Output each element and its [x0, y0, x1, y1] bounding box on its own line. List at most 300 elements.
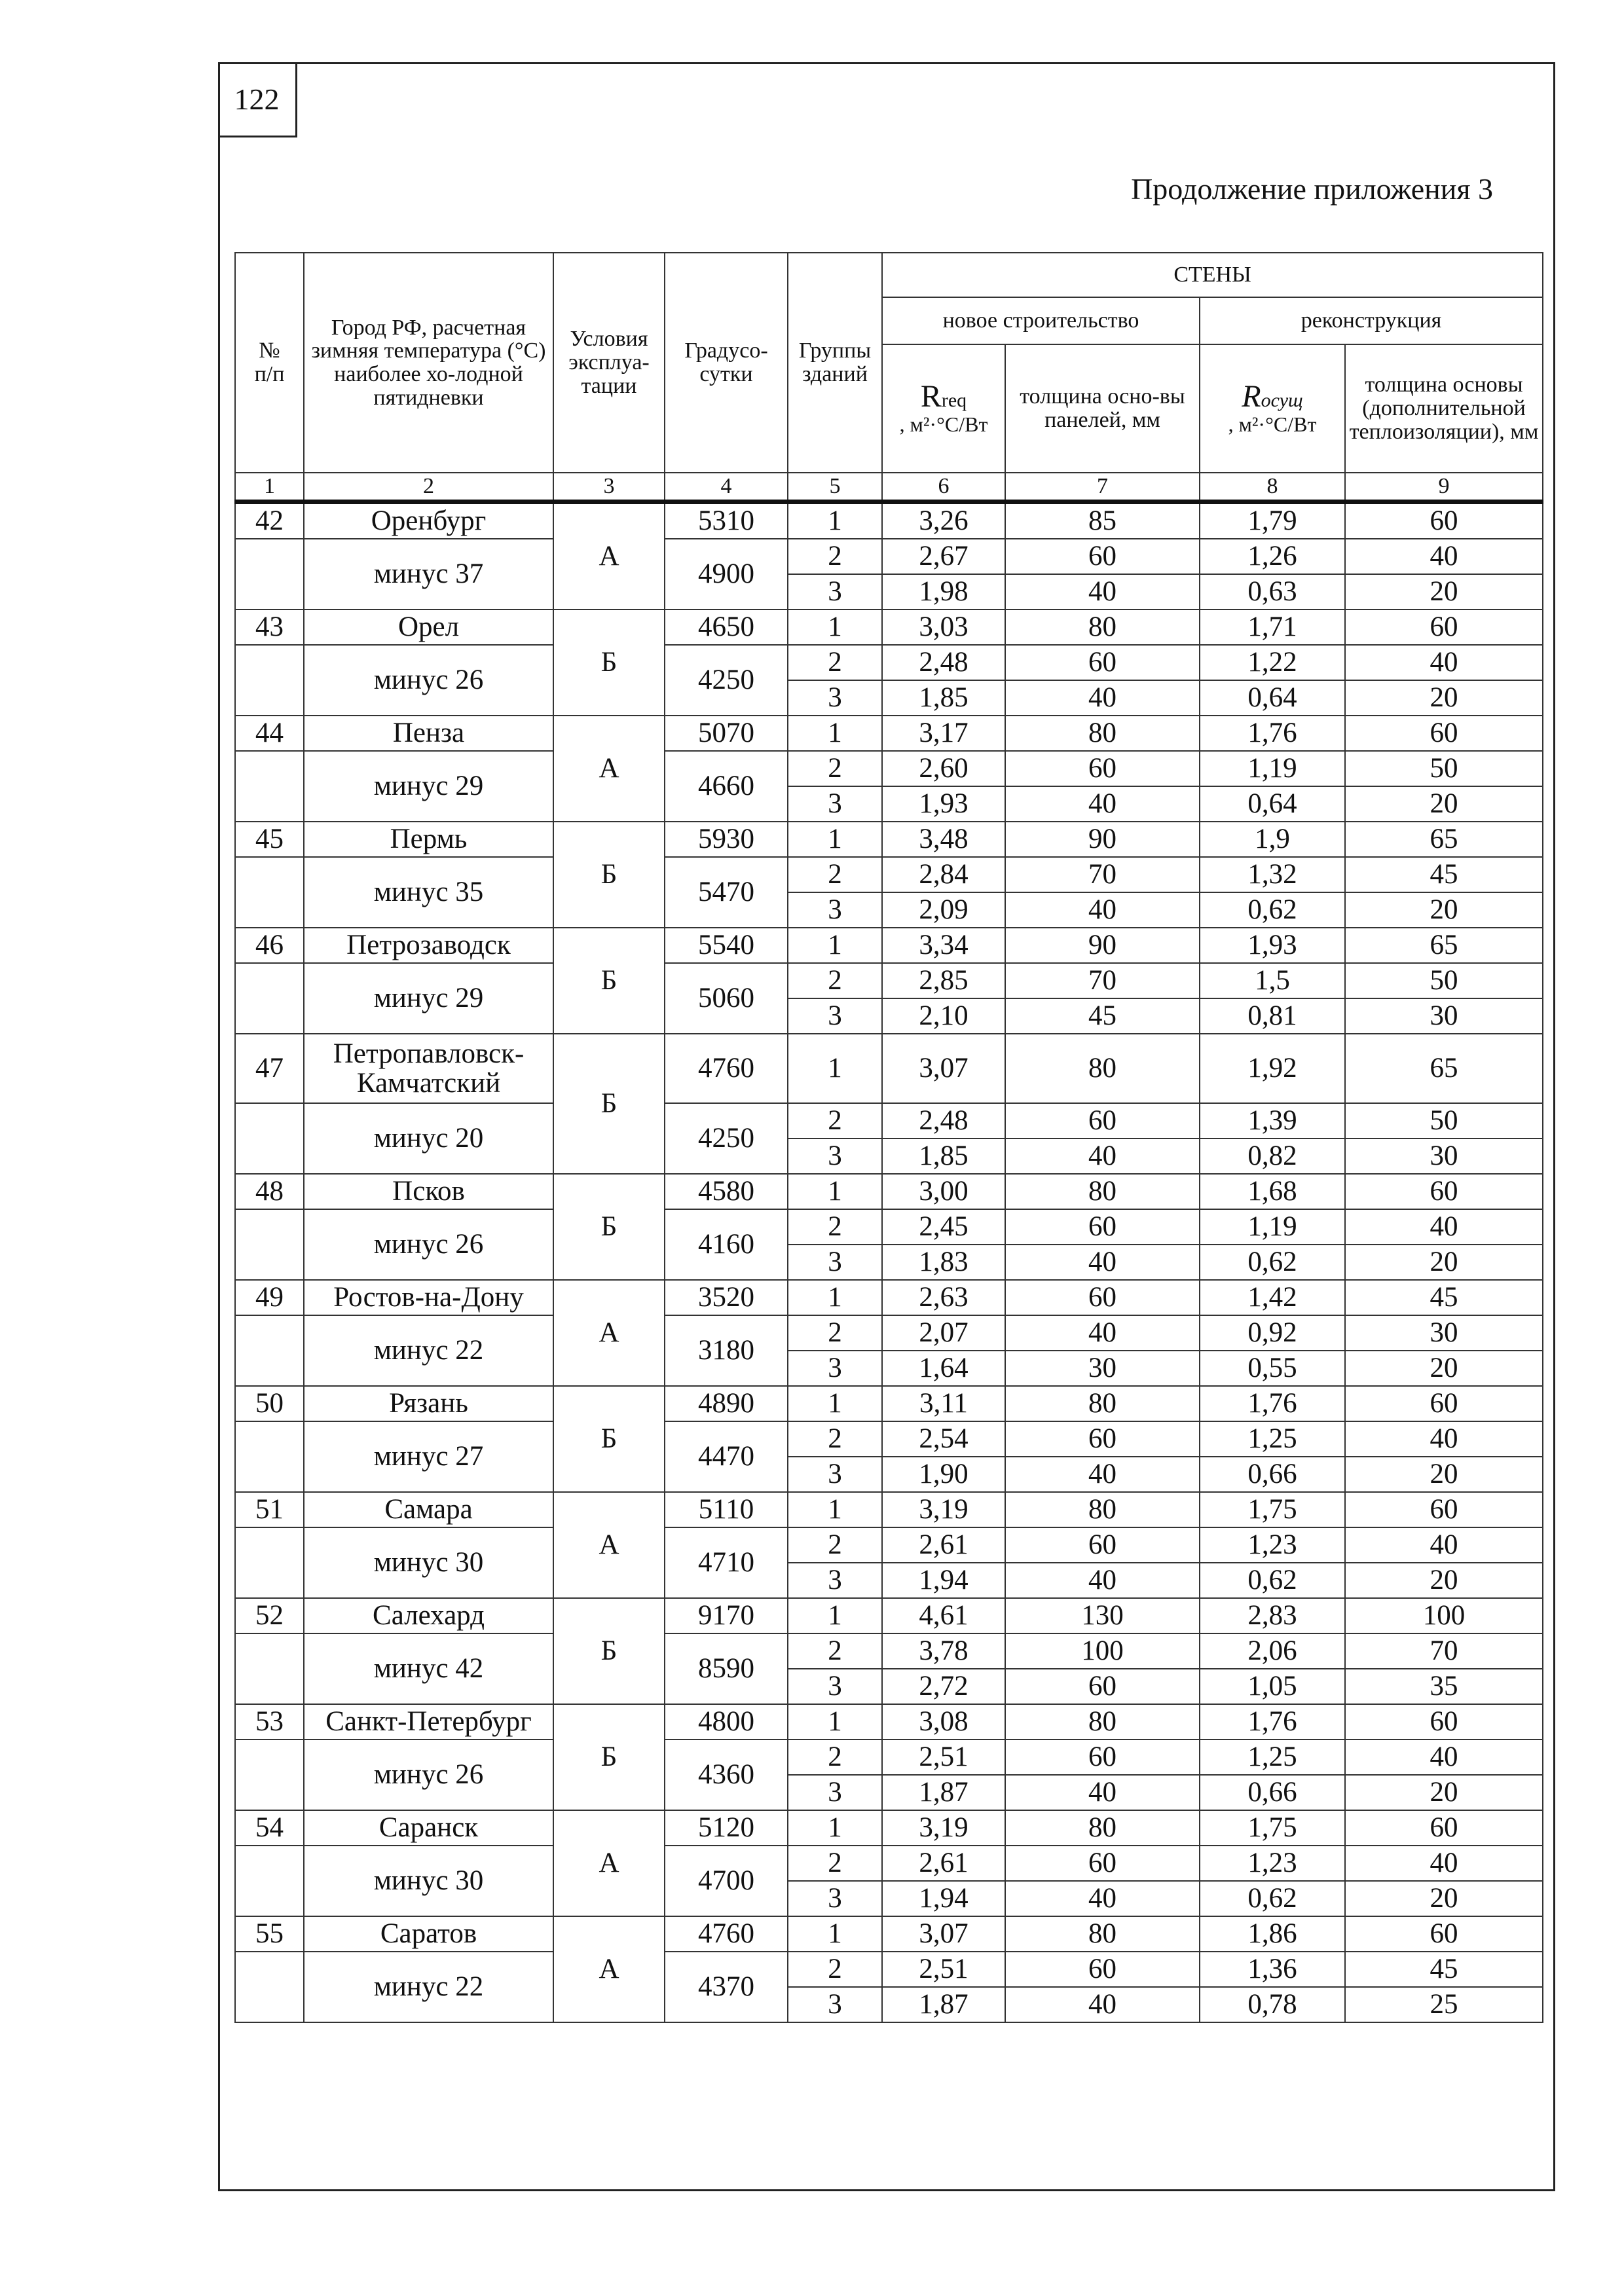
building-group: 3 [788, 1563, 882, 1598]
base-thickness-value: 60 [1345, 1386, 1543, 1421]
r-req-value: 2,61 [882, 1846, 1005, 1881]
r-exist-value: 0,62 [1200, 1881, 1345, 1916]
base-thickness-value: 100 [1345, 1598, 1543, 1633]
building-group: 3 [788, 892, 882, 928]
city-temperature: минус 30 [304, 1846, 553, 1916]
building-group: 2 [788, 1740, 882, 1775]
table-row [235, 1846, 1543, 1881]
r-exist-value: 0,82 [1200, 1139, 1345, 1174]
r-exist-value: 0,62 [1200, 892, 1345, 928]
header-groups: Группы зданий [788, 253, 882, 473]
building-group: 1 [788, 1386, 882, 1421]
degree-days-value: 5110 [665, 1492, 788, 1527]
col-number: 3 [553, 473, 665, 502]
base-thickness-value: 60 [1345, 502, 1543, 539]
degree-days-value: 4800 [665, 1704, 788, 1740]
table-row [235, 1315, 1543, 1351]
base-thickness-value: 60 [1345, 610, 1543, 645]
city-temperature: минус 20 [304, 1103, 553, 1174]
building-group: 2 [788, 1209, 882, 1245]
r-exist-value: 1,25 [1200, 1740, 1345, 1775]
city-name: Орел [304, 610, 553, 645]
degree-days-value: 5060 [665, 963, 788, 1034]
city-temperature: минус 29 [304, 751, 553, 822]
r-exist-value: 1,25 [1200, 1421, 1345, 1457]
panel-thickness-value: 40 [1005, 1563, 1200, 1598]
building-group: 3 [788, 1669, 882, 1704]
r-exist-value: 1,26 [1200, 539, 1345, 574]
base-thickness-value: 70 [1345, 1633, 1543, 1669]
panel-thickness-value: 70 [1005, 963, 1200, 998]
base-thickness-value: 40 [1345, 539, 1543, 574]
degree-days-value: 3180 [665, 1315, 788, 1386]
panel-thickness-value: 80 [1005, 1174, 1200, 1209]
building-group: 3 [788, 574, 882, 610]
panel-thickness-value: 80 [1005, 610, 1200, 645]
r-exist-value: 1,93 [1200, 928, 1345, 963]
col-number: 5 [788, 473, 882, 502]
table-row [235, 1103, 1543, 1139]
r-req-value: 3,11 [882, 1386, 1005, 1421]
degree-days-value: 4760 [665, 1916, 788, 1952]
r-exist-value: 1,23 [1200, 1527, 1345, 1563]
table-row [235, 716, 1543, 751]
panel-thickness-value: 40 [1005, 574, 1200, 610]
row-number: 46 [235, 928, 304, 963]
base-thickness-value: 60 [1345, 1916, 1543, 1952]
panel-thickness-value: 40 [1005, 1987, 1200, 2022]
r-exist-value: 1,76 [1200, 1704, 1345, 1740]
table-row [235, 1527, 1543, 1563]
r-req-value: 4,61 [882, 1598, 1005, 1633]
building-group: 2 [788, 645, 882, 680]
r-req-value: 2,85 [882, 963, 1005, 998]
table-row [235, 502, 1543, 539]
r-exist-value: 0,62 [1200, 1563, 1345, 1598]
building-group: 2 [788, 751, 882, 786]
table-row [235, 822, 1543, 857]
panel-thickness-value: 60 [1005, 1421, 1200, 1457]
r-req-value: 2,48 [882, 645, 1005, 680]
r-exist-value: 1,5 [1200, 963, 1345, 998]
building-group: 2 [788, 1421, 882, 1457]
r-exist-value: 1,75 [1200, 1810, 1345, 1846]
building-group: 1 [788, 610, 882, 645]
operating-conditions: Б [553, 1386, 665, 1492]
building-group: 1 [788, 1916, 882, 1952]
operating-conditions: А [553, 1916, 665, 2022]
city-temperature: минус 26 [304, 1209, 553, 1280]
degree-days-value: 4250 [665, 1103, 788, 1174]
panel-thickness-value: 80 [1005, 1492, 1200, 1527]
base-thickness-value: 45 [1345, 1280, 1543, 1315]
operating-conditions: А [553, 1492, 665, 1598]
operating-conditions: Б [553, 928, 665, 1034]
operating-conditions: А [553, 1280, 665, 1386]
base-thickness-value: 40 [1345, 1421, 1543, 1457]
row-number-empty [235, 1633, 304, 1704]
degree-days-value: 4470 [665, 1421, 788, 1492]
header-r-exist: Roсущ , м²·°С/Вт [1200, 344, 1345, 473]
degree-days-value: 4700 [665, 1846, 788, 1916]
building-group: 3 [788, 1139, 882, 1174]
row-number: 52 [235, 1598, 304, 1633]
building-group: 2 [788, 539, 882, 574]
table-row [235, 1916, 1543, 1952]
degree-days-value: 4890 [665, 1386, 788, 1421]
city-name: Псков [304, 1174, 553, 1209]
city-name: Саранск [304, 1810, 553, 1846]
base-thickness-value: 20 [1345, 1351, 1543, 1386]
operating-conditions: Б [553, 1174, 665, 1280]
row-number-empty [235, 1421, 304, 1492]
r-req-value: 2,09 [882, 892, 1005, 928]
r-exist-value: 1,86 [1200, 1916, 1345, 1952]
header-degree-days: Градусо-сутки [665, 253, 788, 473]
base-thickness-value: 20 [1345, 892, 1543, 928]
building-group: 2 [788, 1315, 882, 1351]
table-row [235, 1598, 1543, 1633]
table-row [235, 1209, 1543, 1245]
building-group: 1 [788, 502, 882, 539]
panel-thickness-value: 100 [1005, 1633, 1200, 1669]
city-temperature: минус 22 [304, 1952, 553, 2022]
panel-thickness-value: 40 [1005, 1775, 1200, 1810]
row-number-empty [235, 539, 304, 610]
r-exist-value: 1,19 [1200, 1209, 1345, 1245]
row-number-empty [235, 1315, 304, 1386]
table-row [235, 1704, 1543, 1740]
building-group: 2 [788, 1103, 882, 1139]
base-thickness-value: 30 [1345, 998, 1543, 1034]
base-thickness-value: 20 [1345, 680, 1543, 716]
row-number-empty [235, 1846, 304, 1916]
base-thickness-value: 50 [1345, 751, 1543, 786]
table-row [235, 857, 1543, 892]
r-req-value: 1,85 [882, 680, 1005, 716]
panel-thickness-value: 30 [1005, 1351, 1200, 1386]
operating-conditions: Б [553, 1704, 665, 1810]
city-name: Петропавловск-Камчатский [304, 1034, 553, 1103]
base-thickness-value: 40 [1345, 1527, 1543, 1563]
base-thickness-value: 45 [1345, 857, 1543, 892]
panel-thickness-value: 60 [1005, 1527, 1200, 1563]
base-thickness-value: 40 [1345, 645, 1543, 680]
panel-thickness-value: 60 [1005, 1209, 1200, 1245]
row-number-empty [235, 1527, 304, 1598]
degree-days-value: 9170 [665, 1598, 788, 1633]
r-exist-value: 0,55 [1200, 1351, 1345, 1386]
degree-days-value: 4580 [665, 1174, 788, 1209]
r-req-value: 3,08 [882, 1704, 1005, 1740]
building-group: 3 [788, 786, 882, 822]
header-walls: СТЕНЫ [882, 253, 1543, 297]
degree-days-value: 8590 [665, 1633, 788, 1704]
city-name: Санкт-Петербург [304, 1704, 553, 1740]
building-group: 3 [788, 1881, 882, 1916]
building-group: 3 [788, 1775, 882, 1810]
degree-days-value: 5540 [665, 928, 788, 963]
r-exist-value: 1,32 [1200, 857, 1345, 892]
building-group: 1 [788, 1280, 882, 1315]
panel-thickness-value: 70 [1005, 857, 1200, 892]
col-number: 2 [304, 473, 553, 502]
panel-thickness-value: 60 [1005, 1103, 1200, 1139]
building-group: 2 [788, 857, 882, 892]
r-req-value: 1,94 [882, 1881, 1005, 1916]
col-number: 6 [882, 473, 1005, 502]
r-req-value: 3,00 [882, 1174, 1005, 1209]
building-group: 2 [788, 1527, 882, 1563]
degree-days-value: 5930 [665, 822, 788, 857]
degree-days-value: 4650 [665, 610, 788, 645]
operating-conditions: А [553, 502, 665, 610]
base-thickness-value: 60 [1345, 1492, 1543, 1527]
panel-thickness-value: 80 [1005, 1386, 1200, 1421]
r-req-value: 2,54 [882, 1421, 1005, 1457]
degree-days-value: 3520 [665, 1280, 788, 1315]
building-group: 2 [788, 1952, 882, 1987]
panel-thickness-value: 60 [1005, 1846, 1200, 1881]
r-exist-value: 1,68 [1200, 1174, 1345, 1209]
base-thickness-value: 60 [1345, 1174, 1543, 1209]
col-number: 4 [665, 473, 788, 502]
r-req-value: 2,63 [882, 1280, 1005, 1315]
r-exist-value: 0,81 [1200, 998, 1345, 1034]
r-exist-value: 1,36 [1200, 1952, 1345, 1987]
panel-thickness-value: 40 [1005, 1457, 1200, 1492]
base-thickness-value: 20 [1345, 1881, 1543, 1916]
city-temperature: минус 26 [304, 1740, 553, 1810]
city-name: Салехард [304, 1598, 553, 1633]
building-group: 3 [788, 1245, 882, 1280]
panel-thickness-value: 60 [1005, 1740, 1200, 1775]
r-req-value: 3,07 [882, 1034, 1005, 1103]
r-req-value: 2,67 [882, 539, 1005, 574]
building-group: 3 [788, 1351, 882, 1386]
building-group: 1 [788, 1492, 882, 1527]
base-thickness-value: 20 [1345, 574, 1543, 610]
building-group: 1 [788, 822, 882, 857]
degree-days-value: 4660 [665, 751, 788, 822]
appendix-title: Продолжение приложения 3 [1131, 172, 1493, 206]
city-temperature: минус 29 [304, 963, 553, 1034]
degree-days-value: 4370 [665, 1952, 788, 2022]
r-exist-value: 1,22 [1200, 645, 1345, 680]
row-number: 43 [235, 610, 304, 645]
r-exist-value: 1,23 [1200, 1846, 1345, 1881]
city-temperature: минус 26 [304, 645, 553, 716]
r-req-value: 2,61 [882, 1527, 1005, 1563]
r-exist-value: 1,19 [1200, 751, 1345, 786]
degree-days-value: 4250 [665, 645, 788, 716]
city-name: Оренбург [304, 502, 553, 539]
r-req-value: 1,93 [882, 786, 1005, 822]
row-number-empty [235, 1952, 304, 2022]
col-number: 1 [235, 473, 304, 502]
header-city: Город РФ, расчетная зимняя температура (°С) наиболее хо-лодной пятидневки [304, 253, 553, 473]
row-number: 53 [235, 1704, 304, 1740]
r-exist-value: 0,63 [1200, 574, 1345, 610]
building-group: 2 [788, 1846, 882, 1881]
panel-thickness-value: 60 [1005, 539, 1200, 574]
r-exist-value: 0,66 [1200, 1775, 1345, 1810]
r-req-value: 1,87 [882, 1987, 1005, 2022]
r-exist-value: 1,92 [1200, 1034, 1345, 1103]
panel-thickness-value: 80 [1005, 1916, 1200, 1952]
building-group: 3 [788, 1987, 882, 2022]
r-req-value: 2,07 [882, 1315, 1005, 1351]
row-number: 55 [235, 1916, 304, 1952]
degree-days-value: 5310 [665, 502, 788, 539]
base-thickness-value: 25 [1345, 1987, 1543, 2022]
table-row [235, 645, 1543, 680]
base-thickness-value: 60 [1345, 716, 1543, 751]
r-req-value: 3,17 [882, 716, 1005, 751]
column-number-row [235, 473, 1543, 502]
table-row [235, 1492, 1543, 1527]
panel-thickness-value: 60 [1005, 645, 1200, 680]
row-number: 50 [235, 1386, 304, 1421]
row-number-empty [235, 963, 304, 1034]
panel-thickness-value: 40 [1005, 892, 1200, 928]
base-thickness-value: 20 [1345, 1775, 1543, 1810]
col-number: 7 [1005, 473, 1200, 502]
panel-thickness-value: 80 [1005, 1810, 1200, 1846]
row-number: 48 [235, 1174, 304, 1209]
city-name: Пермь [304, 822, 553, 857]
panel-thickness-value: 80 [1005, 1034, 1200, 1103]
building-group: 1 [788, 928, 882, 963]
r-req-value: 2,48 [882, 1103, 1005, 1139]
city-name: Самара [304, 1492, 553, 1527]
base-thickness-value: 65 [1345, 928, 1543, 963]
city-name: Рязань [304, 1386, 553, 1421]
operating-conditions: Б [553, 610, 665, 716]
panel-thickness-value: 40 [1005, 680, 1200, 716]
r-req-value: 1,83 [882, 1245, 1005, 1280]
building-group: 1 [788, 1810, 882, 1846]
r-exist-value: 1,76 [1200, 1386, 1345, 1421]
building-group: 1 [788, 1598, 882, 1633]
degree-days-value: 4160 [665, 1209, 788, 1280]
city-temperature: минус 35 [304, 857, 553, 928]
r-req-value: 1,87 [882, 1775, 1005, 1810]
r-req-value: 1,98 [882, 574, 1005, 610]
panel-thickness-value: 45 [1005, 998, 1200, 1034]
r-req-value: 2,60 [882, 751, 1005, 786]
header-new-construction: новое строительство [882, 297, 1200, 344]
row-number: 42 [235, 502, 304, 539]
page-number: 122 [218, 62, 297, 137]
r-exist-value: 0,62 [1200, 1245, 1345, 1280]
degree-days-value: 5470 [665, 857, 788, 928]
r-req-value: 2,51 [882, 1740, 1005, 1775]
building-group: 1 [788, 1704, 882, 1740]
header-num: № п/п [235, 253, 304, 473]
panel-thickness-value: 90 [1005, 822, 1200, 857]
row-number: 51 [235, 1492, 304, 1527]
header-reconstruction: реконструкция [1200, 297, 1543, 344]
base-thickness-value: 20 [1345, 1245, 1543, 1280]
r-req-value: 2,84 [882, 857, 1005, 892]
degree-days-value: 4360 [665, 1740, 788, 1810]
r-exist-value: 1,75 [1200, 1492, 1345, 1527]
building-group: 3 [788, 1457, 882, 1492]
base-thickness-value: 50 [1345, 963, 1543, 998]
header-r-req: Rreq , м²·°С/Вт [882, 344, 1005, 473]
col-number: 8 [1200, 473, 1345, 502]
r-exist-value: 0,78 [1200, 1987, 1345, 2022]
r-req-value: 2,45 [882, 1209, 1005, 1245]
r-req-value: 3,34 [882, 928, 1005, 963]
r-exist-value: 0,64 [1200, 680, 1345, 716]
r-exist-value: 1,05 [1200, 1669, 1345, 1704]
table-row [235, 1952, 1543, 1987]
city-temperature: минус 37 [304, 539, 553, 610]
table-body [235, 502, 1543, 2023]
operating-conditions: Б [553, 1598, 665, 1704]
base-thickness-value: 20 [1345, 786, 1543, 822]
city-temperature: минус 22 [304, 1315, 553, 1386]
table-row [235, 1633, 1543, 1669]
city-temperature: минус 30 [304, 1527, 553, 1598]
building-group: 1 [788, 716, 882, 751]
building-group: 2 [788, 963, 882, 998]
table-row [235, 1740, 1543, 1775]
base-thickness-value: 65 [1345, 1034, 1543, 1103]
row-number-empty [235, 1209, 304, 1280]
r-exist-value: 0,66 [1200, 1457, 1345, 1492]
table-row [235, 1421, 1543, 1457]
r-req-value: 2,51 [882, 1952, 1005, 1987]
r-req-value: 3,19 [882, 1492, 1005, 1527]
r-exist-value: 2,83 [1200, 1598, 1345, 1633]
r-req-value: 3,78 [882, 1633, 1005, 1669]
table-row [235, 610, 1543, 645]
panel-thickness-value: 40 [1005, 1881, 1200, 1916]
r-req-value: 3,07 [882, 1916, 1005, 1952]
r-req-value: 3,26 [882, 502, 1005, 539]
panel-thickness-value: 40 [1005, 1245, 1200, 1280]
row-number: 44 [235, 716, 304, 751]
row-number-empty [235, 1103, 304, 1174]
operating-conditions: А [553, 1810, 665, 1916]
climate-walls-table [234, 252, 1543, 2023]
base-thickness-value: 40 [1345, 1846, 1543, 1881]
r-exist-value: 1,39 [1200, 1103, 1345, 1139]
panel-thickness-value: 90 [1005, 928, 1200, 963]
row-number-empty [235, 1740, 304, 1810]
r-req-value: 1,94 [882, 1563, 1005, 1598]
base-thickness-value: 30 [1345, 1315, 1543, 1351]
row-number: 47 [235, 1034, 304, 1103]
building-group: 3 [788, 998, 882, 1034]
r-req-value: 2,10 [882, 998, 1005, 1034]
row-number-empty [235, 645, 304, 716]
col-number: 9 [1345, 473, 1543, 502]
building-group: 1 [788, 1174, 882, 1209]
header-base-thickness: толщина основы (дополнительной теплоизоляции), мм [1345, 344, 1543, 473]
r-exist-value: 1,76 [1200, 716, 1345, 751]
table-row [235, 1810, 1543, 1846]
table-row [235, 1386, 1543, 1421]
base-thickness-value: 60 [1345, 1810, 1543, 1846]
base-thickness-value: 30 [1345, 1139, 1543, 1174]
degree-days-value: 5070 [665, 716, 788, 751]
table-row [235, 928, 1543, 963]
table-row [235, 539, 1543, 574]
